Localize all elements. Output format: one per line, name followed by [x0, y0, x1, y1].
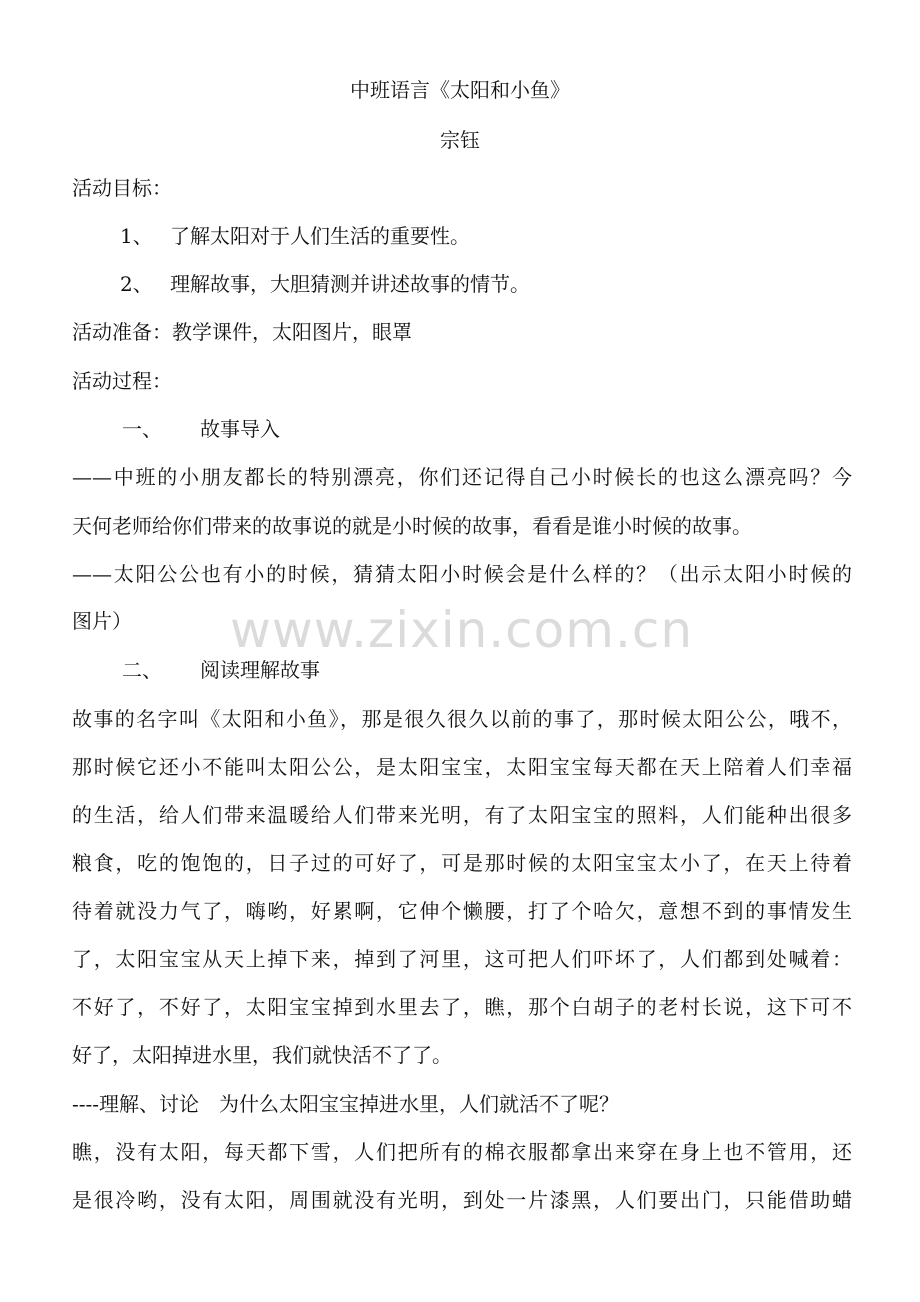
goal-item [120, 222, 900, 250]
section-number: 一、 [122, 417, 162, 441]
goals-heading: 活动目标： [72, 176, 172, 200]
paragraph-line: ——太阳公公也有小的时候，猜猜太阳小时候会是什么样的？（出示太阳小时候的 [72, 562, 852, 586]
watermark: www.zixin.com.cn [230, 601, 694, 659]
discussion-line: ----理解、讨论 为什么太阳宝宝掉进水里，人们就活不了呢？ [72, 1092, 620, 1116]
goal-number: 2、 [120, 272, 153, 296]
answer-line: 是很冷哟，没有太阳，周围就没有光明，到处一片漆黑，人们要出门，只能借助蜡 [72, 1188, 852, 1212]
story-line: 的生活，给人们带来温暖给人们带来光明，有了太阳宝宝的照料，人们能种出很多 [72, 803, 852, 827]
goal-number: 1、 [120, 224, 153, 248]
story-line: 了，太阳宝宝从天上掉下来，掉到了河里，这可把人们吓坏了，人们都到处喊着： [72, 947, 852, 971]
document-title: 中班语言《太阳和小鱼》 [350, 78, 570, 102]
story-line: 粮食，吃的饱饱的，日子过的可好了，可是那时候的太阳宝宝太小了，在天上待着 [72, 851, 852, 875]
document-author: 宗钰 [440, 128, 480, 152]
answer-line: 瞧，没有太阳，每天都下雪，人们把所有的棉衣服都拿出来穿在身上也不管用，还 [72, 1140, 852, 1164]
story-line: 故事的名字叫《太阳和小鱼》，那是很久很久以前的事了，那时候太阳公公，哦不， [72, 707, 852, 731]
section-heading [122, 656, 902, 684]
paragraph-line: 天何老师给你们带来的故事说的就是小时候的故事，看看是谁小时候的故事。 [72, 514, 752, 538]
section-heading [122, 415, 902, 443]
story-line: 待着就没力气了，嗨哟，好累啊，它伸个懒腰，打了个哈欠，意想不到的事情发生 [72, 899, 852, 923]
goal-text: 了解太阳对于人们生活的重要性。 [170, 224, 470, 248]
paragraph-line: ——中班的小朋友都长的特别漂亮，你们还记得自己小时候长的也这么漂亮吗？今 [72, 465, 852, 489]
section-title: 阅读理解故事 [200, 658, 320, 682]
story-line: 好了，太阳掉进水里，我们就快活不了了。 [72, 1043, 452, 1067]
story-line: 那时候它还小不能叫太阳公公，是太阳宝宝，太阳宝宝每天都在天上陪着人们幸福 [72, 755, 852, 779]
paragraph-line: 图片） [72, 609, 132, 633]
process-heading: 活动过程： [72, 369, 172, 393]
story-line: 不好了，不好了，太阳宝宝掉到水里去了，瞧，那个白胡子的老村长说，这下可不 [72, 995, 852, 1019]
section-number: 二、 [122, 658, 162, 682]
goal-text: 理解故事，大胆猜测并讲述故事的情节。 [170, 272, 530, 296]
goal-item [120, 270, 900, 298]
preparation-line: 活动准备：教学课件，太阳图片，眼罩 [72, 320, 412, 344]
section-title: 故事导入 [200, 417, 280, 441]
